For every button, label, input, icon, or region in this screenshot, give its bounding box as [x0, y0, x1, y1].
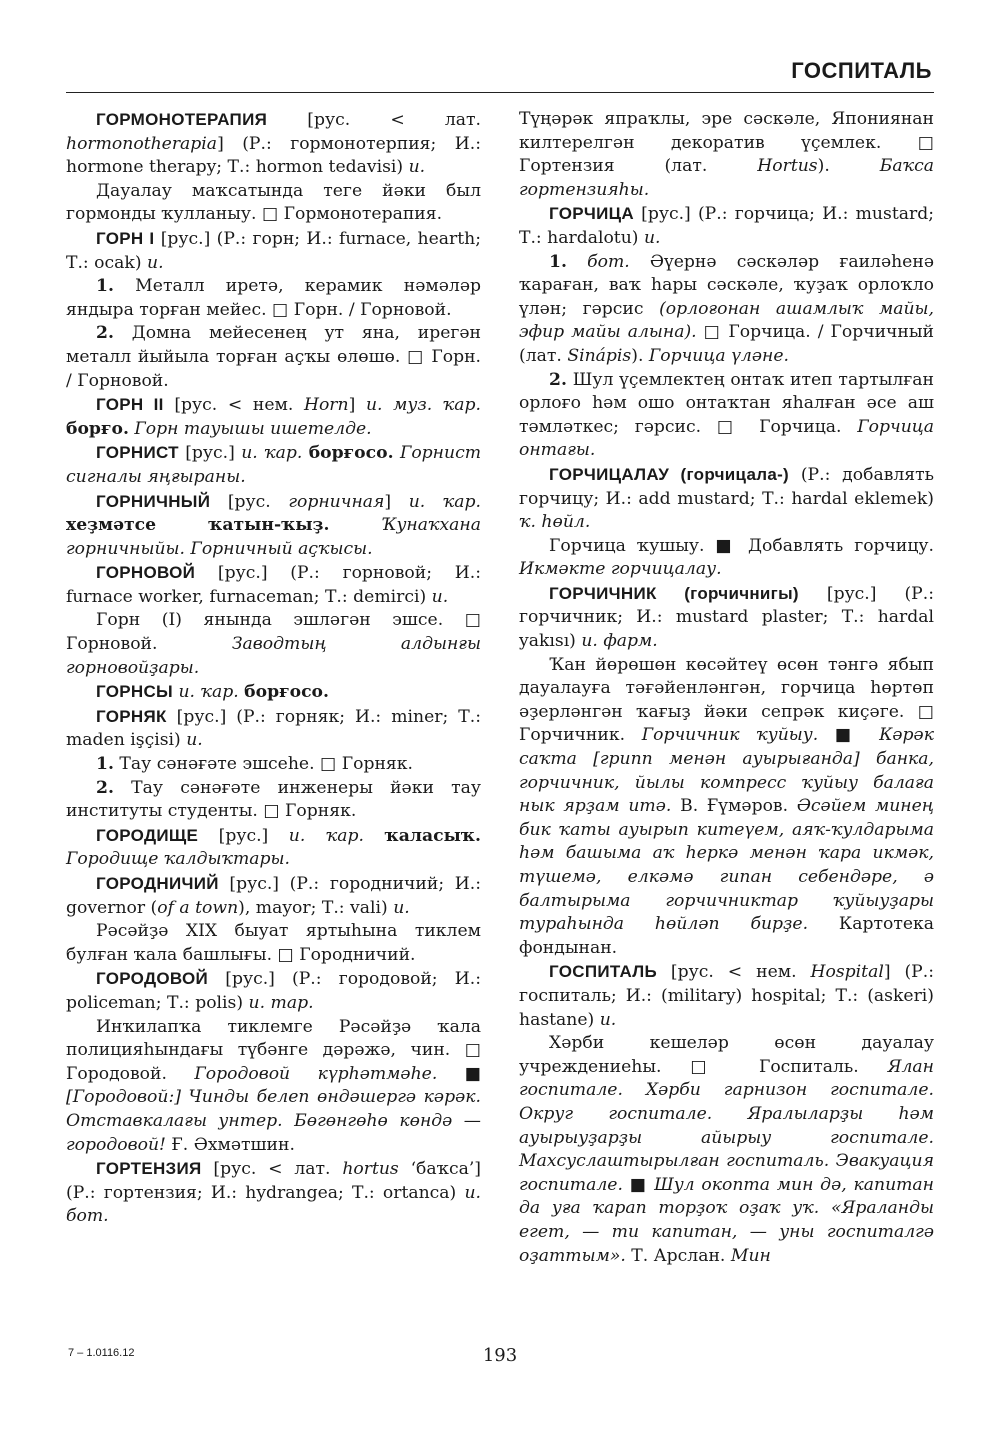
headword: ГОРНОВОЙ: [96, 563, 196, 583]
headword: ГОРЧИЦА: [549, 204, 634, 224]
italic-text: Баҡса гортензияһы.: [519, 156, 935, 200]
bold-text: 2.: [96, 323, 114, 344]
italic-text: Ялан госпитале. Хәрби гарнизон госпитале. Округ госпитале. Яралыларҙы һәм ауырыуҙарҙы айырыу госпитале. Махсуслаштырылған госпиталь. Эвакуация госпитале.: [519, 1056, 934, 1195]
italic-text: Горчица үләне.: [648, 345, 789, 366]
italic-text: и.: [431, 586, 449, 607]
headword: ГОРЧИЧНИК (горчичнигы): [549, 583, 799, 603]
text-run: [рус.] (Р.: горн; И.: furnace, hearth; Т.: ocak): [66, 228, 482, 273]
italic-text: и. муз. ҡар.: [365, 395, 481, 416]
text-run: [рус.] (Р.: горновой; И.: furnace worker, furnaceman; Т.: demirci): [66, 563, 481, 607]
text-run: ■: [818, 725, 880, 746]
bold-text: борғосо.: [308, 443, 394, 464]
italic-text: и.: [643, 227, 661, 248]
dictionary-entry: [66, 108, 481, 180]
italic-text: hormonotherapia: [66, 133, 218, 154]
definition-paragraph: [519, 1032, 934, 1268]
text-run: Домна мейесенең ут яна, ирегән металл йыйыла торған аҫҡы өлөшө. □ Горн. / Горновой.: [66, 323, 481, 391]
printer-signature: 7 – 1.0116.12: [68, 1347, 135, 1359]
italic-text: Горчица онтағы.: [519, 416, 934, 461]
text-run: [рус.]: [198, 825, 289, 846]
italic-text: и.: [147, 252, 164, 273]
dictionary-entry: [519, 960, 934, 1032]
dictionary-entry: [66, 967, 481, 1015]
bold-text: 2.: [96, 777, 114, 798]
bold-text: 1.: [96, 754, 114, 775]
italic-text: Әсәйем минең бик ҡаты ауырып китеүем, аяҡ-ҡулдарыма һәм башыма аҡ һеркә менән ҡара икмәк, түшемә, елкәмә гипан себендәре, ә балтырыма горчичниктар ҡуйыуҙары тураһында һөйләп бирҙе.: [519, 796, 934, 935]
sense-item: [66, 777, 481, 824]
italic-text: и.: [599, 1009, 617, 1030]
dictionary-entry: [66, 441, 481, 489]
text-run: [рус. < лат.: [267, 110, 481, 130]
text-run: ]: [348, 395, 366, 416]
italic-text: бот.: [587, 251, 630, 272]
text-run: Түңәрәк япраҡлы, эре сәскәле, Япониянан килтерелгән декоратив үҫемлек. □ Гортензия (лат.: [519, 109, 934, 177]
italic-text: и.: [408, 157, 426, 178]
headword: ГОРН I: [96, 228, 155, 248]
dictionary-entry: [519, 582, 934, 654]
italic-text: горничная: [288, 491, 385, 512]
headword: ГОРМОНОТЕРАПИЯ: [96, 110, 268, 129]
text-run: [567, 252, 587, 272]
italic-text: Городище ҡалдыҡтары.: [66, 849, 290, 870]
text-run: Шул үҫемлектең онтаҡ итеп тартылған орлоғо һәм ошо онтаҡтан яһалған әсе аш тәмләткес; гәрсис. □ Горчица.: [519, 369, 934, 437]
italic-text: и.: [186, 730, 203, 751]
bold-text: 1.: [96, 276, 114, 297]
text-run: Ғ. Әхмәтшин.: [165, 1134, 295, 1155]
headword: ГОСПИТАЛЬ: [549, 962, 657, 982]
bold-text: борғосо.: [244, 682, 329, 703]
right-column: [519, 108, 934, 1268]
text-run: ] (Р.: госпиталь; И.: (military) hospital; Т.: (askeri) hastane): [519, 962, 934, 1030]
dictionary-entry: [66, 824, 481, 872]
text-run: Ҡан йөрөшөн көсәйтеү өсөн тәнгә ябып дауалауға тәғәйенләнгән, горчица һөртөп әҙерләнгән ҡағыҙ йәки сепрәк киҫәге. □ Горчичник.: [519, 654, 934, 746]
headword: ГОРОДНИЧИЙ: [96, 874, 219, 893]
italic-text: Кәрәк саҡта [грипп менән ауырығанда] банка, горчичник, йылы компресс ҡуйыу балаға нык ярҙам итә.: [519, 725, 934, 817]
dictionary-entry: [66, 705, 481, 753]
text-run: ■: [437, 1063, 481, 1084]
text-run: Хәрби кешеләр өсөн дауалау учреждениеһы. □ Госпиталь.: [519, 1033, 934, 1077]
text-run: [364, 826, 385, 846]
text-run: [330, 515, 382, 535]
headword: ГОРТЕНЗИЯ: [96, 1159, 202, 1179]
definition-paragraph: [66, 609, 481, 680]
italic-text: и. тар.: [248, 992, 314, 1013]
text-run: ), mayor; Т.: vali): [238, 897, 394, 918]
definition-paragraph: [66, 1016, 481, 1158]
italic-text: и. ҡар.: [408, 491, 481, 512]
headword: ГОРНИЧНЫЙ: [96, 491, 211, 511]
italic-text: и.: [393, 897, 410, 918]
dictionary-entry: [519, 202, 934, 250]
left-column: [66, 108, 481, 1229]
text-run: Тау сәнәғәте эшсеһе. □ Горняк.: [113, 754, 413, 775]
italic-text: и. фарм.: [581, 631, 658, 652]
italic-text: Горчичник ҡуйыу.: [641, 725, 819, 746]
text-run: Горн (I) янында эшләгән эшсе. □ Горновой.: [66, 610, 481, 655]
headword: ГОРНСЫ: [96, 682, 173, 702]
italic-text: (орлоғонан ашамлыҡ майы, эфир майы алына).: [519, 298, 934, 343]
text-run: (Р.: добавлять горчицу; И.: add mustard; Т.: hardal eklemek): [519, 464, 935, 509]
text-run: ‘баҡса’] (Р.: гортензия; И.: hydrangea; Т.: ortanca): [66, 1159, 481, 1203]
sense-item: [519, 251, 934, 369]
text-run: [рус.] (Р.: городничий; И.: governor (: [66, 874, 481, 918]
italic-text: of a town: [157, 897, 239, 918]
headword: ГОРОДИЩЕ: [96, 825, 199, 845]
text-run: [рус.] (Р.: горчичник; И.: mustard plaster; Т.: hardal yakısı): [519, 583, 934, 652]
italic-text: и. бот.: [66, 1182, 481, 1227]
definition-paragraph: [66, 920, 481, 967]
text-run: Дауалау маҡсатында теге йәки был гормонды ҡулланыу. □ Гормонотерапия.: [66, 180, 481, 225]
text-run: Т. Арслан.: [625, 1245, 731, 1266]
text-run: [рус. < нем.: [657, 962, 811, 983]
text-run: [рус.] (Р.: городовой; И.: policeman; Т.: polis): [66, 969, 481, 1013]
text-run: Металл иретә, керамик нәмәләр яндыра торған мейес. □ Горн. / Горновой.: [66, 276, 481, 320]
italic-text: Шул окопта мин дә, капитан да уға ҡарап торҙоҡ оҙаҡ уҡ. «Яраланды егет, — ти капитан, — уны госпиталгә оҙаттым».: [519, 1174, 935, 1266]
sense-item: [66, 753, 481, 777]
definition-paragraph: [66, 180, 481, 227]
headword: ГОРН II: [96, 395, 164, 415]
text-run: Картотека фондынан.: [519, 914, 934, 958]
italic-text: Hortus: [757, 156, 818, 177]
text-run: [рус.: [210, 491, 289, 512]
text-run: В. Ғүмәров.: [671, 796, 797, 817]
text-run: ]: [384, 491, 409, 512]
italic-text: Заводтың алдынғы горновойҙары.: [66, 634, 481, 678]
headword: ГОРЧИЦАЛАУ (горчицала-): [549, 464, 790, 484]
italic-text: Мин: [730, 1245, 771, 1266]
italic-text: hortus: [342, 1159, 399, 1180]
text-run: [рус.] (Р.: горчица; И.: mustard; Т.: hardalotu): [519, 204, 934, 248]
definition-paragraph: [519, 654, 934, 961]
italic-text: Horn: [303, 395, 349, 416]
text-run: Инҡилапҡа тиклемге Рәсәйҙә ҡала полицияһындағы түбәнге дәрәжә, чин. □ Городовой.: [66, 1016, 481, 1084]
sense-item: [66, 322, 481, 393]
headword: ГОРНЯК: [96, 706, 167, 726]
sense-item: [519, 369, 934, 463]
definition-paragraph: [519, 108, 934, 202]
italic-text: ҡ. һөйл.: [519, 512, 591, 533]
text-run: ] (Р.: гормонотерпия; И.: hormone therapy; Т.: hormon tedavisi): [66, 133, 481, 178]
italic-text: Горн тауышы ишетелде.: [134, 418, 372, 439]
header-rule: [66, 92, 934, 93]
italic-text: и. ҡар.: [178, 682, 239, 703]
bold-text: хеҙмәтсе ҡатын-ҡыҙ.: [66, 515, 330, 536]
sense-item: [66, 275, 481, 322]
dictionary-entry: [66, 393, 481, 441]
page-number: 193: [482, 1345, 518, 1366]
text-run: [рус.]: [178, 443, 242, 464]
italic-text: Горнист сигналы яңғыраны.: [66, 443, 481, 487]
italic-text: Икмәкте горчицалау.: [519, 559, 722, 580]
italic-text: [Городовой:] Чинды белеп өндәшергә кәрәк. Отставкалағы унтер. Бөгөнгөһө көндә — городовой!: [66, 1087, 481, 1155]
headword: ГОРНИСТ: [96, 443, 179, 463]
italic-text: Hospital: [810, 962, 884, 983]
bold-text: 1.: [549, 251, 567, 272]
italic-text: Sinápis: [567, 345, 632, 366]
text-run: Әүернә сәскәләр ғаиләһенә ҡараған, ваҡ һары сәскәле, ҡуҙаҡ орлоҡло үлән; гәрсис: [519, 251, 934, 319]
text-run: □ Горчица. / Горчичный (лат.: [519, 322, 934, 366]
dictionary-entry: [66, 490, 481, 562]
dictionary-entry: [519, 463, 934, 535]
italic-text: Ҡунаҡхана горничныйы. Горничный аҫҡысы.: [66, 515, 481, 559]
text-run: ■: [622, 1174, 655, 1195]
text-run: Тау сәнәғәте инженеры йәки тау институты студенты. □ Горняк.: [66, 777, 481, 822]
italic-text: и. ҡар.: [288, 825, 364, 846]
dictionary-entry: [66, 227, 481, 275]
bold-text: ҡаласыҡ.: [384, 825, 481, 846]
dictionary-entry: [66, 680, 481, 705]
italic-text: Городовой күрһәтмәһе.: [194, 1063, 438, 1084]
text-run: Рәсәйҙә XIX быуат яртыһына тиклем булған ҡала башлығы. □ Городничий.: [66, 921, 481, 965]
text-run: Горчица ҡушыу. ■ Добавлять горчицу.: [549, 535, 934, 556]
text-run: ).: [817, 156, 880, 177]
text-run: [рус.] (Р.: горняк; И.: miner; Т.: maden işçisi): [66, 706, 481, 751]
text-run: [рус. < лат.: [201, 1159, 343, 1180]
headword: ГОРОДОВОЙ: [96, 969, 209, 989]
text-run: [рус. < нем.: [163, 395, 304, 416]
dictionary-entry: [66, 1157, 481, 1229]
italic-text: и. ҡар.: [241, 443, 303, 464]
dictionary-entry: [66, 561, 481, 609]
dictionary-entry: [66, 872, 481, 920]
bold-text: борғо.: [66, 418, 129, 439]
bold-text: 2.: [549, 369, 567, 390]
definition-paragraph: [519, 535, 934, 582]
running-head: ГОСПИТАЛЬ: [791, 58, 932, 83]
text-run: ).: [631, 345, 649, 366]
